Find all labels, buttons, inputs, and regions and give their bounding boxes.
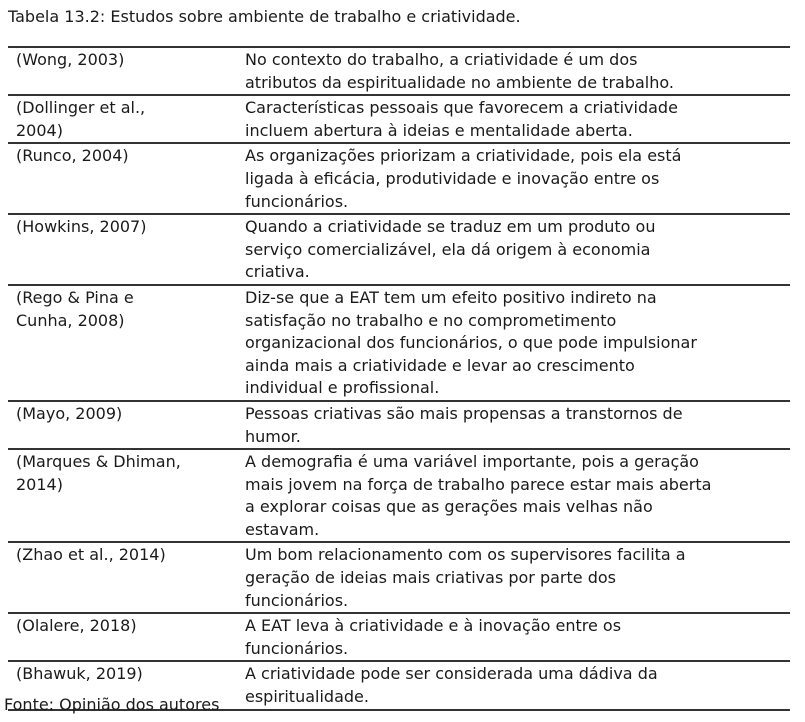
description-cell [245, 661, 790, 709]
cell-line: 2004) [16, 120, 63, 140]
description-cell [245, 542, 790, 613]
reference-cell [8, 449, 245, 542]
table-row [8, 143, 790, 214]
description-cell [245, 47, 790, 95]
cell-line: (Rego & Pina e [16, 287, 134, 307]
cell-line: humor. [245, 426, 301, 446]
cell-line: (Mayo, 2009) [16, 403, 123, 423]
table-row [8, 542, 790, 613]
cell-line: ligada à eficácia, produtividade e inovação entre os [245, 168, 660, 188]
cell-line: Um bom relacionamento com os supervisores facilita a [245, 545, 686, 565]
cell-line: funcionários. [245, 191, 349, 211]
description-cell [245, 143, 790, 214]
cell-line: incluem abertura à ideias e mentalidade aberta. [245, 120, 633, 140]
cell-line: a explorar coisas que as gerações mais velhas não [245, 497, 653, 517]
reference-cell [8, 143, 245, 214]
reference-cell [8, 47, 245, 95]
reference-cell [8, 613, 245, 661]
cell-line: (Marques & Dhiman, [16, 452, 181, 472]
cell-line: espiritualidade. [245, 687, 369, 707]
table-row [8, 214, 790, 285]
description-cell [245, 449, 790, 542]
cell-line: funcionários. [245, 590, 349, 610]
cell-line: (Dollinger et al., [16, 98, 146, 118]
table-row [8, 449, 790, 542]
cell-line: (Runco, 2004) [16, 146, 129, 166]
table-row [8, 613, 790, 661]
table-source: Fonte: Opinião dos autores [4, 695, 220, 714]
cell-line: funcionários. [245, 638, 349, 658]
description-cell [245, 95, 790, 143]
table-caption: Tabela 13.2: Estudos sobre ambiente de trabalho e criatividade. [8, 7, 521, 26]
cell-line: (Howkins, 2007) [16, 217, 147, 237]
cell-line: criativa. [245, 262, 310, 282]
cell-line: (Zhao et al., 2014) [16, 545, 166, 565]
cell-line: geração de ideias mais criativas por parte dos [245, 568, 616, 588]
cell-line: Cunha, 2008) [16, 310, 125, 330]
cell-line: A criatividade pode ser considerada uma dádiva da [245, 664, 658, 684]
reference-cell [8, 401, 245, 449]
reference-cell [8, 95, 245, 143]
cell-line: Pessoas criativas são mais propensas a transtornos de [245, 403, 683, 423]
cell-line: (Bhawuk, 2019) [16, 664, 143, 684]
reference-cell [8, 285, 245, 401]
cell-line: A demografia é uma variável importante, pois a geração [245, 452, 699, 472]
cell-line: organizacional dos funcionários, o que pode impulsionar [245, 333, 697, 353]
cell-line: A EAT leva à criatividade e à inovação entre os [245, 616, 622, 636]
table-row [8, 95, 790, 143]
cell-line: As organizações priorizam a criatividade, pois ela está [245, 146, 682, 166]
cell-line: Quando a criatividade se traduz em um produto ou [245, 217, 656, 237]
cell-line: serviço comercializável, ela dá origem à economia [245, 239, 651, 259]
cell-line: atributos da espiritualidade no ambiente de trabalho. [245, 72, 674, 92]
description-cell [245, 214, 790, 285]
studies-table [8, 46, 790, 711]
cell-line: estavam. [245, 519, 320, 539]
cell-line: Características pessoais que favorecem a criatividade [245, 98, 678, 118]
cell-line: mais jovem na força de trabalho parece estar mais aberta [245, 474, 712, 494]
cell-line: (Wong, 2003) [16, 50, 125, 69]
cell-line: Diz-se que a EAT tem um efeito positivo indireto na [245, 287, 657, 307]
cell-line: No contexto do trabalho, a criatividade é um dos [245, 50, 638, 69]
cell-line: ainda mais a criatividade e levar ao crescimento [245, 355, 635, 375]
description-cell [245, 285, 790, 401]
description-cell [245, 401, 790, 449]
reference-cell [8, 214, 245, 285]
cell-line: individual e profissional. [245, 378, 440, 398]
table-row [8, 47, 790, 95]
reference-cell [8, 542, 245, 613]
cell-line: satisfação no trabalho e no comprometimento [245, 310, 617, 330]
cell-line: (Olalere, 2018) [16, 616, 137, 636]
description-cell [245, 613, 790, 661]
table-row [8, 285, 790, 401]
table-row [8, 401, 790, 449]
cell-line: 2014) [16, 474, 63, 494]
